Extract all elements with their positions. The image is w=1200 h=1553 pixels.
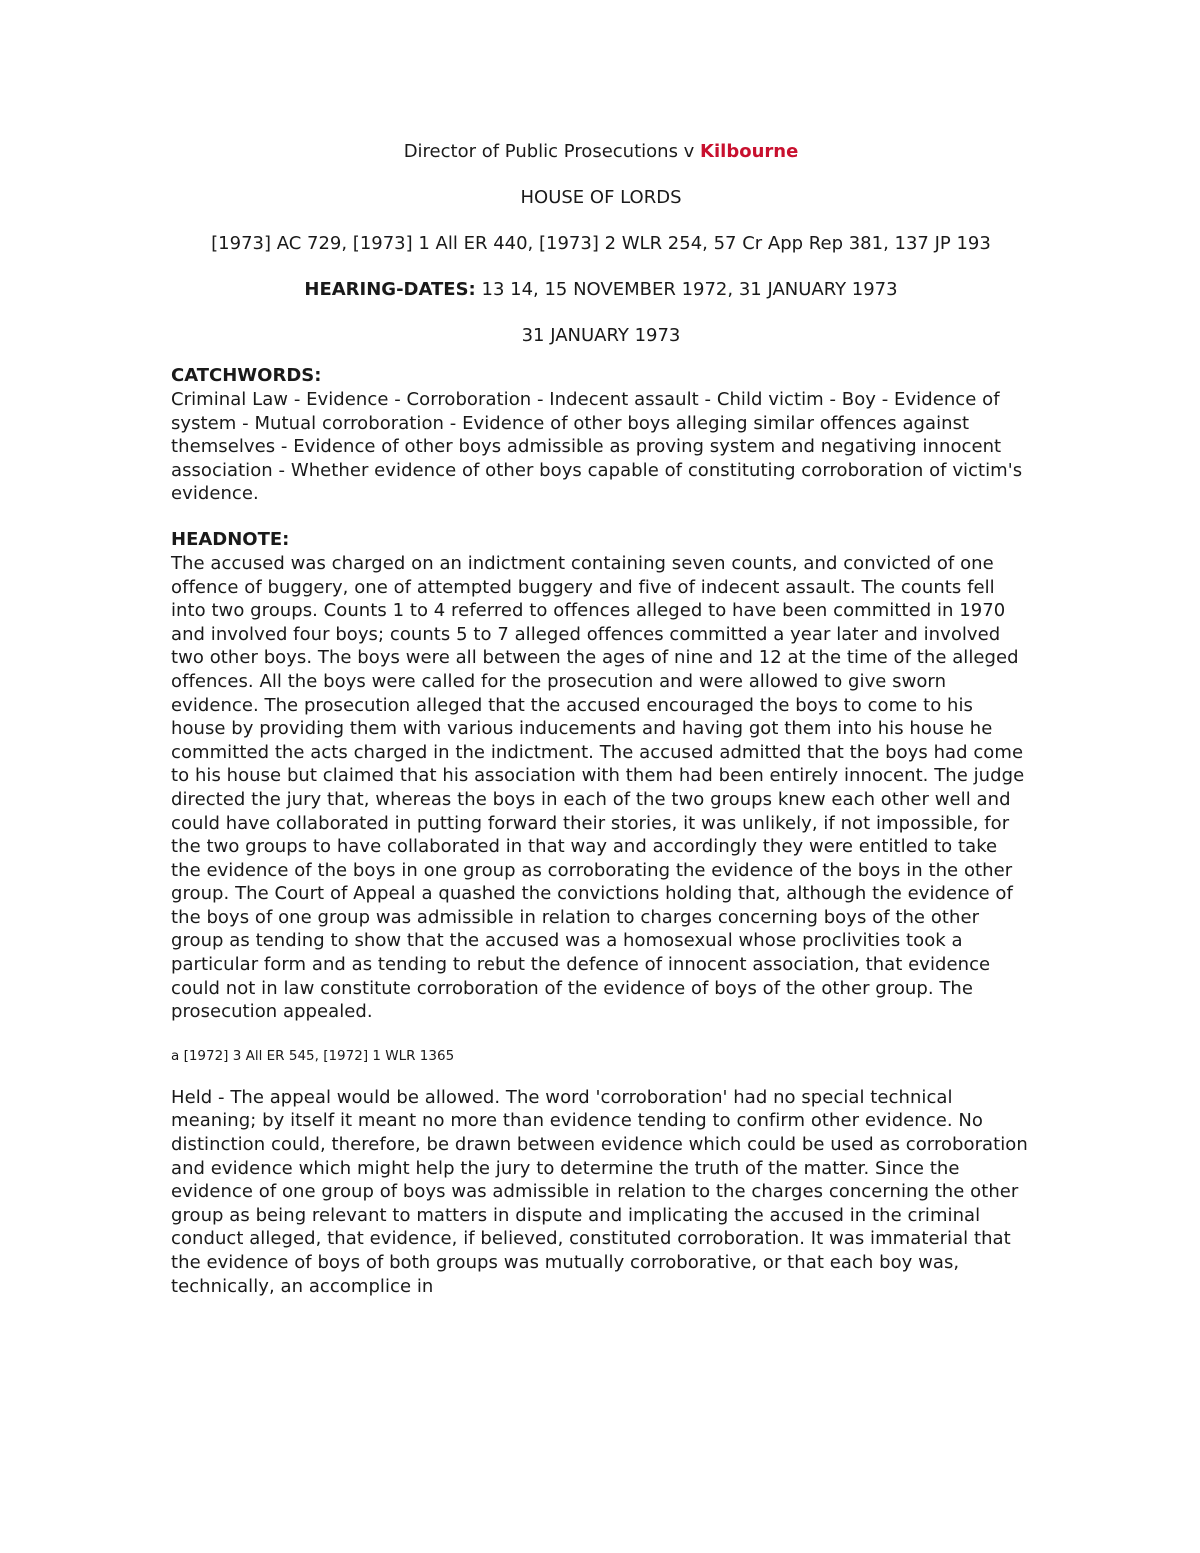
document-page <box>171 140 1031 1320</box>
hearing-dates <box>171 278 1031 302</box>
court-name: HOUSE OF LORDS <box>520 187 682 208</box>
case-title <box>171 140 1031 164</box>
citations: [1973] AC 729, [1973] 1 All ER 440, [1973] 2 WLR 254, 57 Cr App Rep 381, 137 JP 193 <box>211 233 991 254</box>
judgment-date: 31 JANUARY 1973 <box>521 325 681 346</box>
catchwords-section <box>171 364 1031 506</box>
catchwords-text: Criminal Law - Evidence - Corroboration - Indecent assault - Child victim - Boy - Evidence of system - Mutual corroboration - Evidence of other boys alleging similar offences against themselves - Evidence of other boys admissible as proving system and negativing innocent association - Whether evidence of other boys capable of constituting corroboration of victim's evidence. <box>171 389 1023 505</box>
case-title-prefix: Director of Public Prosecutions v <box>403 141 701 162</box>
hearing-dates-value: 13 14, 15 NOVEMBER 1972, 31 JANUARY 1973 <box>475 279 898 300</box>
headnote-label: HEADNOTE: <box>171 528 290 550</box>
catchwords-label: CATCHWORDS: <box>171 365 322 386</box>
hearing-dates-label: HEARING-DATES: <box>304 279 476 300</box>
footnote: a [1972] 3 All ER 545, [1972] 1 WLR 1365 <box>171 1047 455 1064</box>
held-text: Held - The appeal would be allowed. The word 'corroboration' had no special technical meaning; by itself it meant no more than evidence tending to confirm other evidence. No distinction could, therefore, be drawn between evidence which could be used as corroboration and evidence which might help the jury to determine the truth of the matter. Since the evidence of one group of boys was admissible in relation to the charges concerning the other group as being relevant to matters in dispute and implicating the accused in the criminal conduct alleged, that evidence, if believed, constituted corroboration. It was immaterial that the evidence of boys of both groups was mutually corroborative, or that each boy was, technically, an accomplice in <box>171 1086 1028 1297</box>
headnote-text: The accused was charged on an indictment containing seven counts, and convicted of one offence of buggery, one of attempted buggery and five of indecent assault. The counts fell into two groups. Counts 1 to 4 referred to offences alleged to have been committed in 1970 and involved four boys; counts 5 to 7 alleged offences committed a year later and involved two other boys. The boys were all between the ages of nine and 12 at the time of the alleged offences. All the boys were called for the prosecution and were allowed to give sworn evidence. The prosecution alleged that the accused encouraged the boys to come to his house by providing them with various inducements and having got them into his house he committed the acts charged in the indictment. The accused admitted that the boys had come to his house but claimed that his association with them had been entirely innocent. The judge directed the jury that, whereas the boys in each of the two groups knew each other well and could have collaborated in putting forward their stories, it was unlikely, if not impossible, for the two groups to have collaborated in that way and accordingly they were entitled to take the evidence of the boys in one group as corroborating the evidence of the boys in the other group. The Court of Appeal a quashed the convictions holding that, although the evidence of the boys of one group was admissible in relation to charges concerning boys of the other group as tending to show that the accused was a homosexual whose proclivities took a particular form and as tending to rebut the defence of innocent association, that evidence could not in law constitute corroboration of the evidence of boys of the other group. The prosecution appealed. <box>171 552 1025 1023</box>
case-title-highlight: Kilbourne <box>700 141 799 162</box>
headnote-section <box>171 528 1031 1024</box>
held-section <box>171 1086 1031 1298</box>
